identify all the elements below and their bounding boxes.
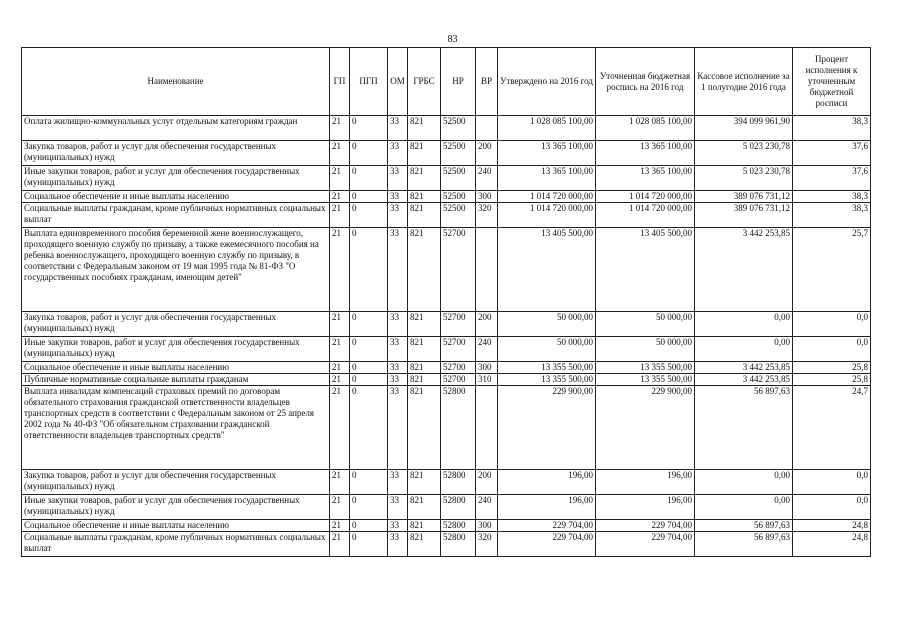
cell-vr: 200 (476, 470, 498, 495)
cell-name: Закупка товаров, работ и услуг для обеспечения государственных (муниципальных) нужд (22, 141, 330, 166)
cell-name: Оплата жилищно-коммунальных услуг отдельным категориям граждан (22, 116, 330, 141)
cell-om: 33 (388, 337, 408, 362)
cell-grbs: 821 (408, 141, 441, 166)
table-row (22, 166, 871, 191)
cell-pgp: 0 (350, 362, 388, 374)
table-row (22, 191, 871, 203)
cell-pgp: 0 (350, 386, 388, 470)
cell-refined: 229 900,00 (596, 386, 695, 470)
table-row (22, 228, 871, 312)
header-row (22, 48, 871, 116)
page-number: 83 (447, 34, 458, 45)
cell-gp: 21 (330, 312, 350, 337)
cell-percent: 24,7 (793, 386, 871, 470)
cell-grbs: 821 (408, 532, 441, 557)
cell-name: Закупка товаров, работ и услуг для обеспечения государственных (муниципальных) нужд (22, 470, 330, 495)
cell-nr: 52500 (441, 116, 476, 141)
cell-om: 33 (388, 203, 408, 228)
cell-percent: 0,0 (793, 495, 871, 520)
cell-cash: 5 023 230,78 (695, 141, 793, 166)
cell-approved: 1 014 720 000,00 (498, 191, 596, 203)
cell-nr: 52700 (441, 362, 476, 374)
cell-approved: 13 365 100,00 (498, 141, 596, 166)
cell-gp: 21 (330, 374, 350, 386)
cell-name: Иные закупки товаров, работ и услуг для обеспечения государственных (муниципальных) нужд (22, 166, 330, 191)
cell-percent: 0,0 (793, 337, 871, 362)
header-pgp: ПГП (350, 48, 388, 116)
cell-cash: 0,00 (695, 337, 793, 362)
cell-cash: 0,00 (695, 312, 793, 337)
table-row (22, 337, 871, 362)
cell-gp: 21 (330, 191, 350, 203)
cell-nr: 52700 (441, 337, 476, 362)
table-row (22, 141, 871, 166)
cell-approved: 13 355 500,00 (498, 362, 596, 374)
cell-refined: 1 014 720 000,00 (596, 203, 695, 228)
table-row (22, 532, 871, 557)
cell-om: 33 (388, 470, 408, 495)
cell-refined: 13 355 500,00 (596, 362, 695, 374)
cell-grbs: 821 (408, 228, 441, 312)
cell-om: 33 (388, 228, 408, 312)
cell-approved: 229 704,00 (498, 532, 596, 557)
cell-vr (476, 386, 498, 470)
header-name: Наименование (22, 48, 330, 116)
cell-percent: 25,7 (793, 228, 871, 312)
cell-pgp: 0 (350, 228, 388, 312)
table-row (22, 386, 871, 470)
cell-pgp: 0 (350, 520, 388, 532)
cell-grbs: 821 (408, 495, 441, 520)
cell-cash: 3 442 253,85 (695, 362, 793, 374)
cell-name: Закупка товаров, работ и услуг для обеспечения государственных (муниципальных) нужд (22, 312, 330, 337)
cell-percent: 38,3 (793, 116, 871, 141)
table-row (22, 312, 871, 337)
cell-vr: 300 (476, 520, 498, 532)
cell-cash: 5 023 230,78 (695, 166, 793, 191)
cell-om: 33 (388, 495, 408, 520)
cell-approved: 196,00 (498, 495, 596, 520)
cell-vr: 200 (476, 141, 498, 166)
cell-cash: 0,00 (695, 470, 793, 495)
cell-vr: 240 (476, 495, 498, 520)
cell-om: 33 (388, 191, 408, 203)
table-row (22, 203, 871, 228)
cell-pgp: 0 (350, 495, 388, 520)
cell-grbs: 821 (408, 203, 441, 228)
cell-cash: 389 076 731,12 (695, 191, 793, 203)
cell-om: 33 (388, 116, 408, 141)
cell-gp: 21 (330, 203, 350, 228)
cell-vr: 200 (476, 312, 498, 337)
header-om: ОМ (388, 48, 408, 116)
cell-refined: 1 014 720 000,00 (596, 191, 695, 203)
cell-percent: 37,6 (793, 141, 871, 166)
cell-pgp: 0 (350, 141, 388, 166)
cell-gp: 21 (330, 495, 350, 520)
cell-gp: 21 (330, 362, 350, 374)
cell-grbs: 821 (408, 337, 441, 362)
budget-table (21, 47, 871, 557)
cell-vr: 240 (476, 166, 498, 191)
cell-grbs: 821 (408, 470, 441, 495)
cell-nr: 52700 (441, 374, 476, 386)
cell-cash: 394 099 961,90 (695, 116, 793, 141)
cell-approved: 229 900,00 (498, 386, 596, 470)
cell-cash: 3 442 253,85 (695, 228, 793, 312)
cell-om: 33 (388, 362, 408, 374)
cell-percent: 38,3 (793, 203, 871, 228)
cell-nr: 52800 (441, 520, 476, 532)
header-cash: Кассовое исполнение за 1 полугодие 2016 года (695, 48, 793, 116)
cell-refined: 229 704,00 (596, 532, 695, 557)
cell-om: 33 (388, 520, 408, 532)
header-refined: Уточненная бюджетная роспись на 2016 год (596, 48, 695, 116)
cell-refined: 1 028 085 100,00 (596, 116, 695, 141)
cell-pgp: 0 (350, 337, 388, 362)
cell-vr (476, 116, 498, 141)
cell-grbs: 821 (408, 386, 441, 470)
table-row (22, 116, 871, 141)
header-gp: ГП (330, 48, 350, 116)
cell-nr: 52800 (441, 386, 476, 470)
cell-cash: 389 076 731,12 (695, 203, 793, 228)
cell-approved: 1 014 720 000,00 (498, 203, 596, 228)
cell-grbs: 821 (408, 116, 441, 141)
cell-nr: 52500 (441, 141, 476, 166)
cell-name: Социальные выплаты гражданам, кроме публичных нормативных социальных выплат (22, 532, 330, 557)
cell-refined: 196,00 (596, 495, 695, 520)
cell-name: Социальное обеспечение и иные выплаты населению (22, 520, 330, 532)
cell-name: Выплата инвалидам компенсаций страховых премий по договорам обязательного страхования гражданской ответственности владельцев транспортных средств в соответствии с Федеральным законом от 25 апреля 2002 года № 40-ФЗ "Об обязательном страховании гражданской ответственности владельцев транспортных средств" (22, 386, 330, 470)
cell-om: 33 (388, 374, 408, 386)
cell-cash: 56 897,63 (695, 520, 793, 532)
cell-percent: 25,8 (793, 362, 871, 374)
cell-name: Социальное обеспечение и иные выплаты населению (22, 191, 330, 203)
cell-name: Социальное обеспечение и иные выплаты населению (22, 362, 330, 374)
header-grbs: ГРБС (408, 48, 441, 116)
cell-nr: 52500 (441, 203, 476, 228)
cell-om: 33 (388, 312, 408, 337)
cell-gp: 21 (330, 470, 350, 495)
cell-approved: 229 704,00 (498, 520, 596, 532)
table-row (22, 495, 871, 520)
table-row (22, 374, 871, 386)
cell-grbs: 821 (408, 312, 441, 337)
cell-vr: 320 (476, 203, 498, 228)
table-row (22, 520, 871, 532)
cell-refined: 50 000,00 (596, 312, 695, 337)
cell-gp: 21 (330, 141, 350, 166)
cell-pgp: 0 (350, 203, 388, 228)
cell-grbs: 821 (408, 191, 441, 203)
cell-gp: 21 (330, 532, 350, 557)
cell-refined: 50 000,00 (596, 337, 695, 362)
header-percent: Процент исполнения к уточненным бюджетной росписи (793, 48, 871, 116)
cell-name: Иные закупки товаров, работ и услуг для обеспечения государственных (муниципальных) нужд (22, 495, 330, 520)
cell-name: Публичные нормативные социальные выплаты гражданам (22, 374, 330, 386)
cell-percent: 25,8 (793, 374, 871, 386)
cell-name: Иные закупки товаров, работ и услуг для обеспечения государственных (муниципальных) нужд (22, 337, 330, 362)
cell-refined: 13 405 500,00 (596, 228, 695, 312)
cell-om: 33 (388, 532, 408, 557)
cell-nr: 52800 (441, 532, 476, 557)
cell-name: Выплата единовременного пособия беременной жене военнослужащего, проходящего военную службу по призыву, а также ежемесячного пособия на ребенка военнослужащего, проходящего военную службу по призыву, в соответствии с Федеральным законом от 19 мая 1995 года № 81-ФЗ "О государственных пособиях гражданам, имеющим детей" (22, 228, 330, 312)
cell-nr: 52800 (441, 495, 476, 520)
cell-pgp: 0 (350, 312, 388, 337)
cell-grbs: 821 (408, 374, 441, 386)
header-approved: Утверждено на 2016 год (498, 48, 596, 116)
cell-vr (476, 228, 498, 312)
cell-approved: 50 000,00 (498, 312, 596, 337)
cell-vr: 300 (476, 362, 498, 374)
cell-grbs: 821 (408, 520, 441, 532)
cell-vr: 240 (476, 337, 498, 362)
cell-refined: 13 365 100,00 (596, 166, 695, 191)
cell-percent: 0,0 (793, 312, 871, 337)
cell-gp: 21 (330, 166, 350, 191)
cell-pgp: 0 (350, 470, 388, 495)
cell-approved: 50 000,00 (498, 337, 596, 362)
cell-gp: 21 (330, 386, 350, 470)
cell-approved: 13 405 500,00 (498, 228, 596, 312)
cell-percent: 0,0 (793, 470, 871, 495)
cell-refined: 13 365 100,00 (596, 141, 695, 166)
cell-pgp: 0 (350, 374, 388, 386)
cell-gp: 21 (330, 116, 350, 141)
cell-pgp: 0 (350, 191, 388, 203)
cell-name: Социальные выплаты гражданам, кроме публичных нормативных социальных выплат (22, 203, 330, 228)
cell-nr: 52800 (441, 470, 476, 495)
cell-approved: 196,00 (498, 470, 596, 495)
cell-refined: 13 355 500,00 (596, 374, 695, 386)
cell-cash: 0,00 (695, 495, 793, 520)
cell-approved: 13 365 100,00 (498, 166, 596, 191)
cell-nr: 52700 (441, 228, 476, 312)
table-row (22, 362, 871, 374)
header-vr: ВР (476, 48, 498, 116)
cell-refined: 196,00 (596, 470, 695, 495)
cell-cash: 56 897,63 (695, 532, 793, 557)
cell-gp: 21 (330, 337, 350, 362)
cell-om: 33 (388, 166, 408, 191)
cell-cash: 3 442 253,85 (695, 374, 793, 386)
cell-approved: 13 355 500,00 (498, 374, 596, 386)
cell-pgp: 0 (350, 116, 388, 141)
cell-percent: 24,8 (793, 520, 871, 532)
cell-vr: 300 (476, 191, 498, 203)
cell-nr: 52500 (441, 166, 476, 191)
cell-om: 33 (388, 386, 408, 470)
cell-pgp: 0 (350, 532, 388, 557)
cell-vr: 310 (476, 374, 498, 386)
cell-vr: 320 (476, 532, 498, 557)
cell-nr: 52700 (441, 312, 476, 337)
table-row (22, 470, 871, 495)
cell-refined: 229 704,00 (596, 520, 695, 532)
cell-gp: 21 (330, 520, 350, 532)
cell-percent: 37,6 (793, 166, 871, 191)
cell-grbs: 821 (408, 166, 441, 191)
cell-nr: 52500 (441, 191, 476, 203)
cell-approved: 1 028 085 100,00 (498, 116, 596, 141)
cell-percent: 38,3 (793, 191, 871, 203)
cell-cash: 56 897,63 (695, 386, 793, 470)
cell-grbs: 821 (408, 362, 441, 374)
cell-gp: 21 (330, 228, 350, 312)
cell-pgp: 0 (350, 166, 388, 191)
cell-om: 33 (388, 141, 408, 166)
header-nr: НР (441, 48, 476, 116)
cell-percent: 24,8 (793, 532, 871, 557)
